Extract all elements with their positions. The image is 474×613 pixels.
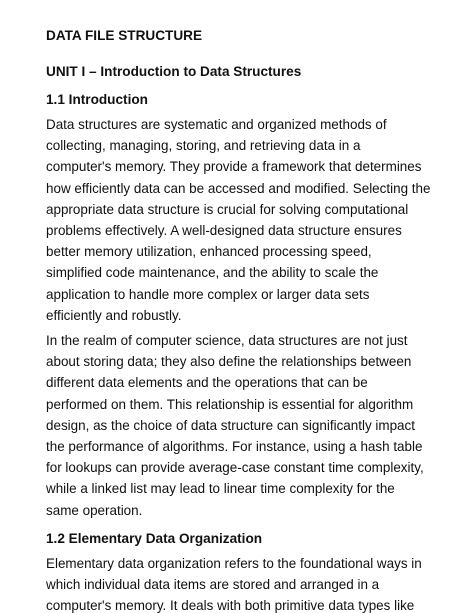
paragraph-line: different data elements and the operations that can be xyxy=(46,375,368,391)
paragraph-line: Elementary data organization refers to the foundational ways in xyxy=(46,555,422,571)
paragraph-line: about storing data; they also define the relationships between xyxy=(46,354,412,370)
unit-heading: UNIT I – Introduction to Data Structures xyxy=(46,64,302,79)
paragraph-line: Data structures are systematic and organized methods of xyxy=(46,117,387,132)
introduction-paragraph-1 xyxy=(46,114,436,326)
paragraph-line: appropriate data structure is crucial for solving computational xyxy=(46,201,409,217)
paragraph-line: In the realm of computer science, data structures are not just xyxy=(46,333,408,349)
paragraph-line: design, as the choice of data structure can significantly impact xyxy=(46,417,415,433)
elementary-data-organization-paragraph xyxy=(46,553,436,613)
paragraph-line: better memory utilization, enhanced processing speed, xyxy=(46,244,372,260)
paragraph-line: performed on them. This relationship is essential for algorithm xyxy=(46,396,414,412)
paragraph-line: the performance of algorithms. For instance, using a hash table xyxy=(46,439,423,455)
paragraph-line: how efficiently data can be accessed and modified. Selecting the xyxy=(46,180,431,196)
paragraph-line: same operation. xyxy=(46,502,143,518)
section-heading-introduction: 1.1 Introduction xyxy=(46,92,148,107)
paragraph-line: while a linked list may lead to linear time complexity for the xyxy=(46,481,395,497)
paragraph-line: efficiently and robustly. xyxy=(46,307,182,323)
paragraph-line: simplified code maintenance, and the ability to scale the xyxy=(46,265,379,281)
document-title: DATA FILE STRUCTURE xyxy=(46,28,203,43)
paragraph-line: problems effectively. A well-designed data structure ensures xyxy=(46,223,402,239)
section-heading-elementary-data-organization: 1.2 Elementary Data Organization xyxy=(46,530,263,546)
document-content xyxy=(46,22,436,613)
paragraph-line: collecting, managing, storing, and retrieving data in a xyxy=(46,138,361,154)
introduction-paragraph-2 xyxy=(46,330,436,521)
paragraph-line: application to handle more complex or larger data sets xyxy=(46,286,370,302)
paragraph-line: computer's memory. They provide a framework that determines xyxy=(46,159,422,175)
paragraph-line: for lookups can provide average-case constant time complexity, xyxy=(46,460,424,476)
paragraph-line: computer's memory. It deals with both primitive data types like xyxy=(46,598,415,613)
paragraph-line: which individual data items are stored and arranged in a xyxy=(46,577,380,593)
